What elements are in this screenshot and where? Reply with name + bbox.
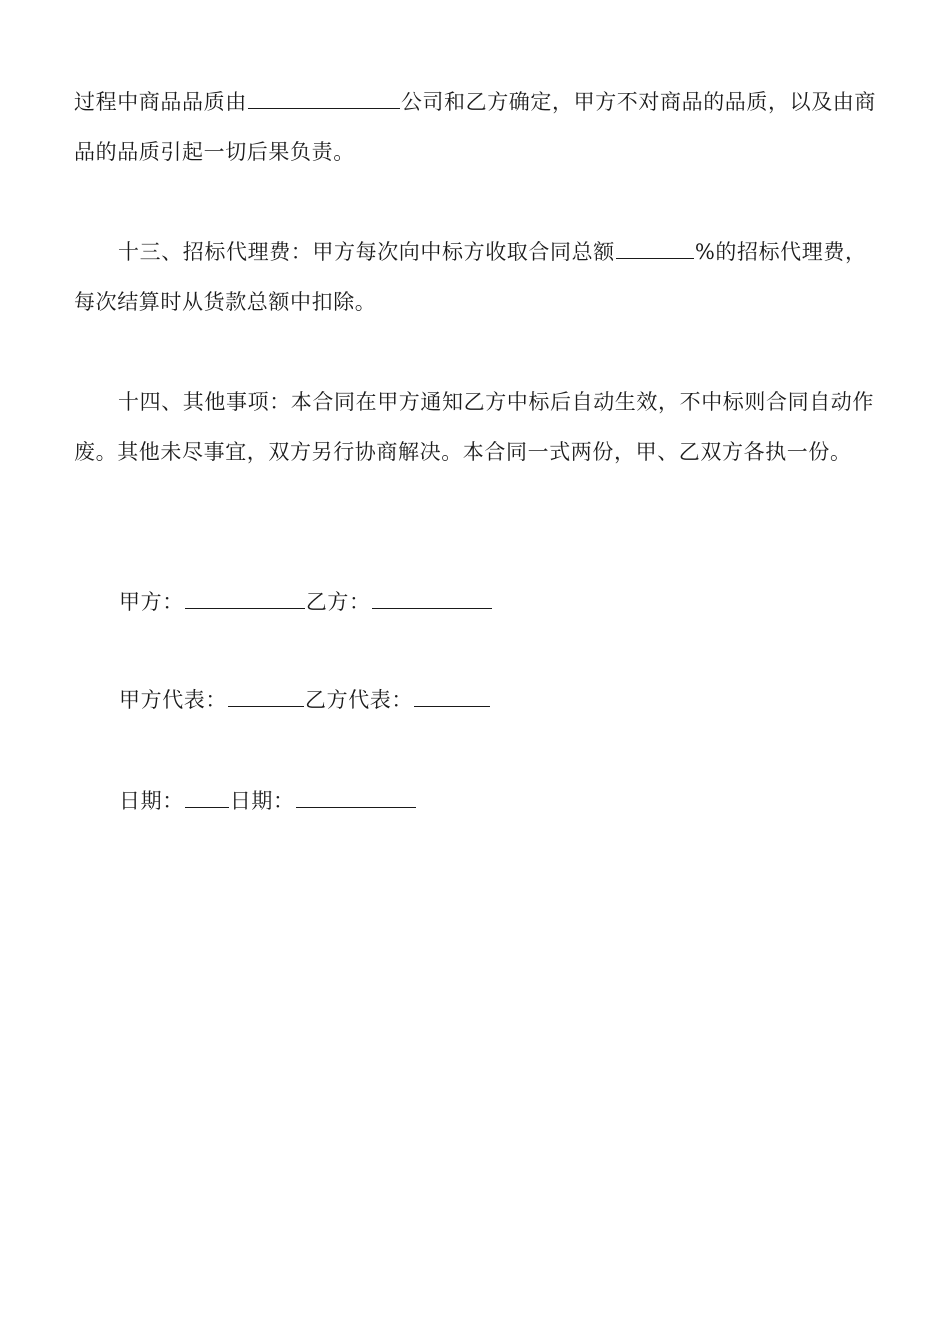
clause-13-text-after: %的招标代理费，每次结算时从货款总额中扣除。 [74,240,867,314]
clause-12-text-after: 公司和乙方确定，甲方不对商品的品质，以及由商品的品质引起一切后果负责。 [74,90,877,164]
clause-14 [74,377,886,477]
clause-13 [74,227,886,327]
rep-b-blank[interactable] [414,684,490,707]
date-b-label: 日期： [229,789,295,813]
party-a-blank[interactable] [185,586,305,609]
party-signature-line [119,586,493,617]
clause-12-text-before: 过程中商品品质由 [74,90,247,114]
party-b-blank[interactable] [372,586,492,609]
clause-12-continued [74,77,886,177]
representative-signature-line [119,684,491,715]
clause-13-text-before: 十三、招标代理费：甲方每次向中标方收取合同总额 [118,240,615,264]
company-blank[interactable] [248,86,400,109]
clause-14-text: 十四、其他事项：本合同在甲方通知乙方中标后自动生效，不中标则合同自动作废。其他未尽事宜，双方另行协商解决。本合同一式两份，甲、乙双方各执一份。 [74,390,874,464]
date-signature-line [119,785,417,816]
rep-a-label: 甲方代表： [119,688,227,712]
party-b-label: 乙方： [305,590,371,614]
rep-b-label: 乙方代表： [305,688,413,712]
date-a-label: 日期： [119,789,184,813]
party-a-label: 甲方： [119,590,184,614]
rep-a-blank[interactable] [228,684,304,707]
date-b-blank[interactable] [296,785,416,808]
date-a-blank[interactable] [185,785,229,808]
percentage-blank[interactable] [616,236,694,259]
